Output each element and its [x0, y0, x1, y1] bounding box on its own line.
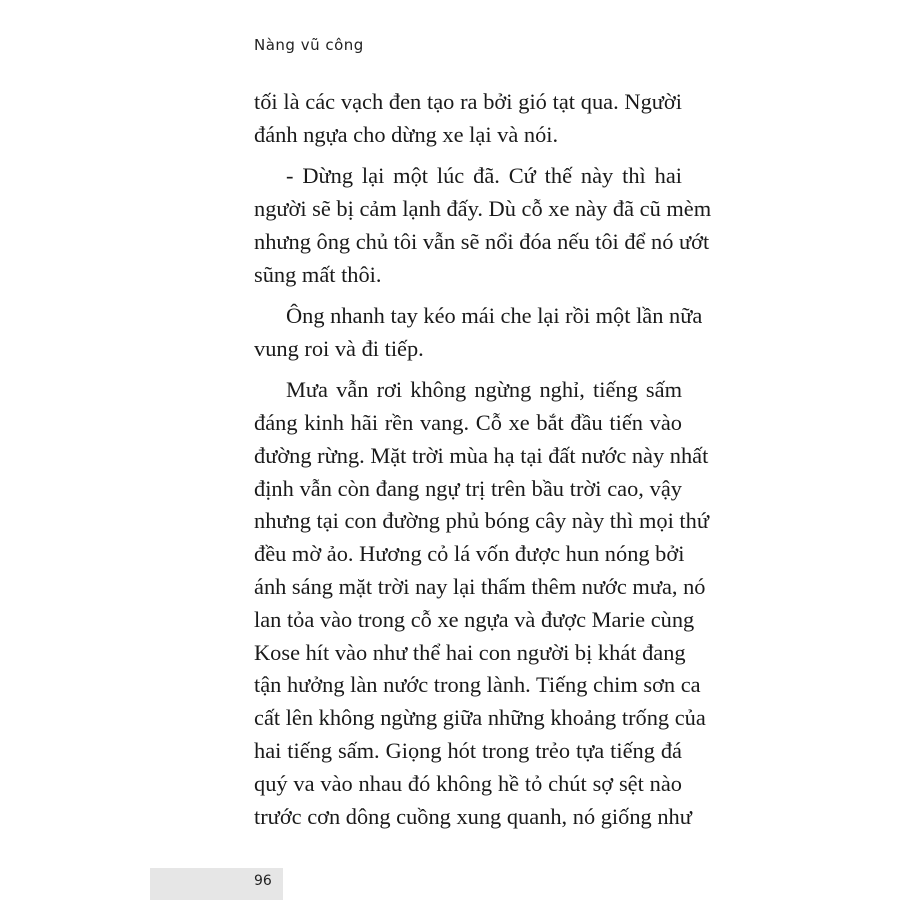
- text-line: định vẫn còn đang ngự trị trên bầu trời cao, vậy: [254, 475, 682, 501]
- text-line: trước cơn dông cuồng xung quanh, nó giống như: [254, 803, 692, 829]
- text-line: quý va vào nhau đó không hề tỏ chút sợ sệt nào: [254, 770, 682, 796]
- paragraph: [254, 300, 703, 366]
- text-line: cất lên không ngừng giữa những khoảng trống của: [254, 705, 706, 731]
- text-line: nhưng ông chủ tôi vẫn sẽ nổi đóa nếu tôi để nó ướt: [254, 228, 710, 254]
- paragraph: [254, 374, 709, 833]
- dialogue-paragraph: [254, 160, 712, 291]
- text-line: - Dừng lại một lúc đã. Cứ thế này thì hai: [286, 163, 682, 189]
- text-line: tận hưởng làn nước trong lành. Tiếng chim sơn ca: [254, 672, 701, 698]
- text-line: tối là các vạch đen tạo ra bởi gió tạt qua. Người: [254, 89, 682, 114]
- text-line: ánh sáng mặt trời nay lại thấm thêm nước mưa, nó: [254, 573, 706, 599]
- text-line: Ông nhanh tay kéo mái che lại rồi một lần nữa: [286, 302, 703, 328]
- text-line: đáng kinh hãi rền vang. Cỗ xe bắt đầu tiến vào: [254, 409, 682, 435]
- text-line: lan tỏa vào trong cỗ xe ngựa và được Marie cùng: [254, 606, 695, 632]
- text-line: Mưa vẫn rơi không ngừng nghỉ, tiếng sấm: [286, 377, 682, 403]
- page-number-box: [150, 868, 283, 900]
- text-line: nhưng tại con đường phủ bóng cây này thì mọi thứ: [254, 508, 709, 534]
- text-line: đường rừng. Mặt trời mùa hạ tại đất nước này nhất: [254, 442, 709, 468]
- page-number: 96: [254, 873, 272, 889]
- text-line: đều mờ ảo. Hương cỏ lá vốn được hun nóng bởi: [254, 541, 685, 567]
- text-line: vung roi và đi tiếp.: [254, 335, 424, 361]
- text-line: đánh ngựa cho dừng xe lại và nói.: [254, 121, 559, 147]
- paragraph: [254, 86, 682, 152]
- body-text: [254, 86, 712, 833]
- running-header: Nàng vũ công: [254, 36, 364, 54]
- text-line: Kose hít vào như thể hai con người bị khát đang: [254, 639, 686, 665]
- text-line: sũng mất thôi.: [254, 261, 382, 287]
- text-line: người sẽ bị cảm lạnh đấy. Dù cỗ xe này đã cũ mèm: [254, 195, 712, 221]
- text-line: hai tiếng sấm. Giọng hót trong trẻo tựa tiếng đá: [254, 737, 682, 763]
